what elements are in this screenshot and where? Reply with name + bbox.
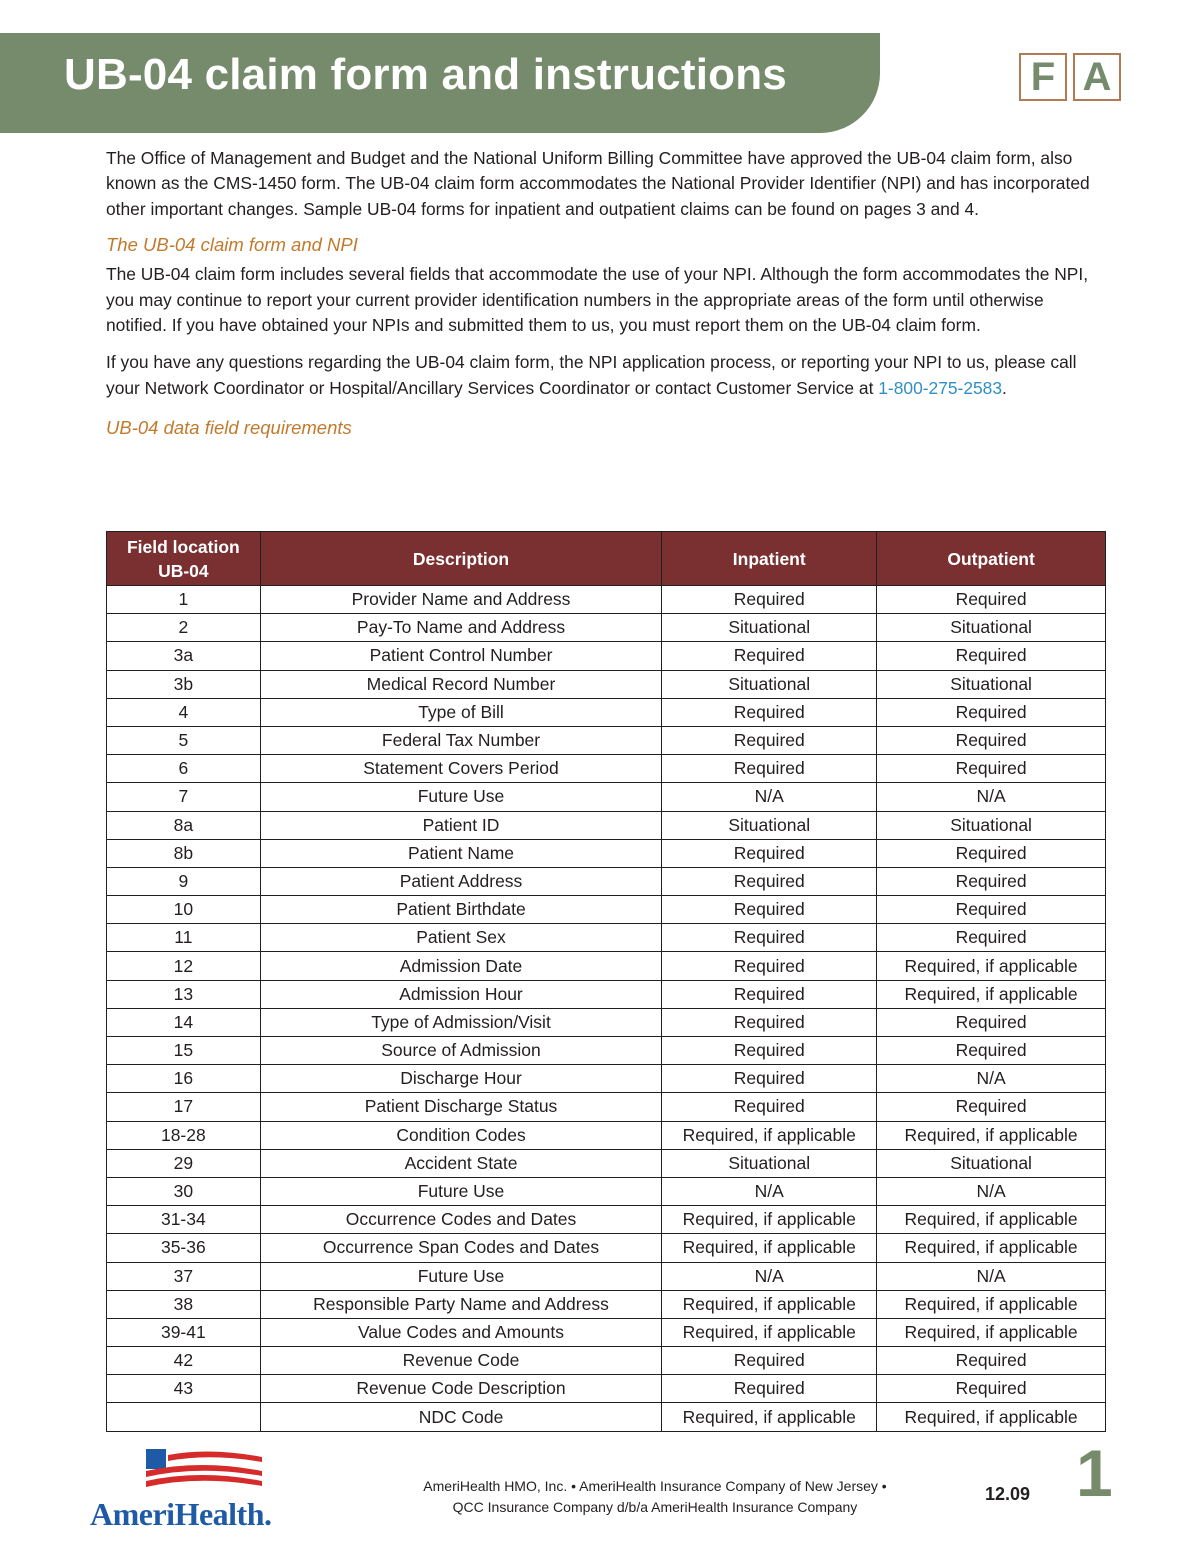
customer-service-phone-link[interactable]: 1-800-275-2583	[878, 377, 1003, 398]
requirements-table	[106, 531, 1106, 1432]
cell-description: Type of Bill	[260, 698, 662, 726]
table-row	[107, 924, 1106, 952]
cell-description: Pay-To Name and Address	[260, 614, 662, 642]
cell-field-location: 3b	[107, 670, 261, 698]
footer-companies-line-1: AmeriHealth HMO, Inc. • AmeriHealth Insurance Company of New Jersey •	[423, 1478, 887, 1494]
cell-description: Revenue Code	[260, 1347, 662, 1375]
table-row	[107, 1093, 1106, 1121]
requirements-table-body	[107, 586, 1106, 1432]
cell-description: Patient Control Number	[260, 642, 662, 670]
cell-inpatient: Required	[662, 698, 877, 726]
table-row	[107, 614, 1106, 642]
cell-field-location: 42	[107, 1347, 261, 1375]
cell-outpatient: Required	[877, 698, 1106, 726]
npi-paragraph-2	[106, 350, 1106, 401]
table-row	[107, 755, 1106, 783]
cell-inpatient: Required	[662, 586, 877, 614]
cell-field-location: 4	[107, 698, 261, 726]
cell-description: Future Use	[260, 1177, 662, 1205]
table-row	[107, 783, 1106, 811]
cell-inpatient: N/A	[662, 1262, 877, 1290]
cell-field-location: 11	[107, 924, 261, 952]
footer-date: 12.09	[985, 1484, 1031, 1504]
table-row	[107, 1290, 1106, 1318]
cell-description: NDC Code	[260, 1403, 662, 1431]
cell-outpatient: Required	[877, 586, 1106, 614]
cell-inpatient: Required	[662, 755, 877, 783]
cell-inpatient: N/A	[662, 783, 877, 811]
cell-description: Federal Tax Number	[260, 726, 662, 754]
cell-inpatient: Required	[662, 1037, 877, 1065]
cell-outpatient: Required, if applicable	[877, 1290, 1106, 1318]
table-row	[107, 952, 1106, 980]
cell-description: Occurrence Codes and Dates	[260, 1206, 662, 1234]
cell-outpatient: Situational	[877, 1149, 1106, 1177]
cell-field-location: 1	[107, 586, 261, 614]
table-row	[107, 1375, 1106, 1403]
cell-description: Admission Date	[260, 952, 662, 980]
cell-outpatient: Required	[877, 726, 1106, 754]
cell-outpatient: N/A	[877, 1065, 1106, 1093]
intro-paragraph: The Office of Management and Budget and the National Uniform Billing Committee have approved the UB-04 claim form, also known as the CMS-1450 form. The UB-04 claim form accommodates the National Provider Identifier (NPI) and has incorporated other important changes. Sample UB-04 forms for inpatient and outpatient claims can be found on pages 3 and 4.	[106, 148, 1090, 219]
cell-outpatient: Required	[877, 1008, 1106, 1036]
npi-paragraph-2-text: If you have any questions regarding the UB-04 claim form, the NPI application process, or reporting your NPI to us, please call your Network Coordinator or Hospital/Ancillary Services Coordinator or contact Customer Service at	[106, 352, 1077, 398]
cell-inpatient: Required, if applicable	[662, 1318, 877, 1346]
cell-field-location: 10	[107, 896, 261, 924]
cell-description: Patient Discharge Status	[260, 1093, 662, 1121]
column-header-field-location: Field location UB-04	[107, 532, 261, 586]
npi-paragraph-2-end: .	[1002, 377, 1007, 398]
cell-outpatient: Required, if applicable	[877, 1318, 1106, 1346]
cell-description: Patient Sex	[260, 924, 662, 952]
cell-field-location: 17	[107, 1093, 261, 1121]
cell-inpatient: Required, if applicable	[662, 1234, 877, 1262]
cell-field-location: 16	[107, 1065, 261, 1093]
table-row	[107, 670, 1106, 698]
cell-outpatient: N/A	[877, 1177, 1106, 1205]
cell-field-location: 5	[107, 726, 261, 754]
table-row	[107, 1065, 1106, 1093]
cell-description: Future Use	[260, 1262, 662, 1290]
cell-outpatient: Required	[877, 896, 1106, 924]
cell-field-location: 30	[107, 1177, 261, 1205]
cell-inpatient: Required	[662, 980, 877, 1008]
cell-description: Revenue Code Description	[260, 1375, 662, 1403]
cell-inpatient: Required, if applicable	[662, 1403, 877, 1431]
table-row	[107, 811, 1106, 839]
npi-section-heading: The UB-04 claim form and NPI	[106, 234, 358, 256]
cell-description: Occurrence Span Codes and Dates	[260, 1234, 662, 1262]
cell-outpatient: Required	[877, 1347, 1106, 1375]
table-row	[107, 1206, 1106, 1234]
cell-outpatient: Situational	[877, 811, 1106, 839]
cell-field-location: 12	[107, 952, 261, 980]
cell-field-location: 2	[107, 614, 261, 642]
main-content	[106, 146, 1106, 445]
cell-inpatient: Required	[662, 1347, 877, 1375]
fa-badge	[1019, 53, 1121, 101]
cell-outpatient: Required	[877, 642, 1106, 670]
cell-inpatient: Situational	[662, 1149, 877, 1177]
cell-outpatient: N/A	[877, 783, 1106, 811]
cell-description: Discharge Hour	[260, 1065, 662, 1093]
cell-description: Source of Admission	[260, 1037, 662, 1065]
cell-field-location: 35-36	[107, 1234, 261, 1262]
cell-field-location: 3a	[107, 642, 261, 670]
cell-inpatient: Situational	[662, 614, 877, 642]
cell-outpatient: N/A	[877, 1262, 1106, 1290]
cell-field-location: 39-41	[107, 1318, 261, 1346]
cell-field-location: 43	[107, 1375, 261, 1403]
cell-description: Medical Record Number	[260, 670, 662, 698]
cell-inpatient: Required	[662, 839, 877, 867]
cell-outpatient: Required	[877, 755, 1106, 783]
table-row	[107, 1177, 1106, 1205]
cell-description: Value Codes and Amounts	[260, 1318, 662, 1346]
cell-outpatient: Required, if applicable	[877, 1403, 1106, 1431]
cell-inpatient: Situational	[662, 811, 877, 839]
requirements-heading: UB-04 data field requirements	[106, 417, 352, 439]
table-row	[107, 726, 1106, 754]
table-row	[107, 896, 1106, 924]
cell-description: Accident State	[260, 1149, 662, 1177]
table-row	[107, 1318, 1106, 1346]
table-row	[107, 1008, 1106, 1036]
cell-field-location: 31-34	[107, 1206, 261, 1234]
table-row	[107, 698, 1106, 726]
cell-description: Provider Name and Address	[260, 586, 662, 614]
cell-description: Future Use	[260, 783, 662, 811]
cell-field-location: 18-28	[107, 1121, 261, 1149]
cell-inpatient: Required	[662, 642, 877, 670]
cell-inpatient: Required, if applicable	[662, 1121, 877, 1149]
cell-field-location: 15	[107, 1037, 261, 1065]
npi-paragraph-1: The UB-04 claim form includes several fields that accommodate the use of your NPI. Although the form accommodates the NPI, you may continue to report your current provider identification numbers in the appropriate areas of the form until otherwise notified. If you have obtained your NPIs and submitted them to us, you must report them on the UB-04 claim form.	[106, 264, 1089, 336]
table-row	[107, 867, 1106, 895]
column-header-description: Description	[260, 532, 662, 586]
cell-description: Responsible Party Name and Address	[260, 1290, 662, 1318]
cell-outpatient: Required	[877, 867, 1106, 895]
cell-description: Patient Birthdate	[260, 896, 662, 924]
cell-outpatient: Required, if applicable	[877, 1206, 1106, 1234]
cell-outpatient: Required, if applicable	[877, 1234, 1106, 1262]
cell-field-location: 38	[107, 1290, 261, 1318]
cell-description: Statement Covers Period	[260, 755, 662, 783]
cell-inpatient: Required	[662, 1065, 877, 1093]
cell-inpatient: Required	[662, 896, 877, 924]
cell-description: Type of Admission/Visit	[260, 1008, 662, 1036]
cell-field-location: 37	[107, 1262, 261, 1290]
cell-outpatient: Required, if applicable	[877, 980, 1106, 1008]
cell-field-location: 29	[107, 1149, 261, 1177]
cell-inpatient: Situational	[662, 670, 877, 698]
cell-field-location: 8b	[107, 839, 261, 867]
cell-outpatient: Required, if applicable	[877, 1121, 1106, 1149]
cell-field-location: 8a	[107, 811, 261, 839]
cell-inpatient: N/A	[662, 1177, 877, 1205]
table-row	[107, 586, 1106, 614]
cell-inpatient: Required	[662, 867, 877, 895]
table-row	[107, 1262, 1106, 1290]
column-header-outpatient: Outpatient	[877, 532, 1106, 586]
page-title: UB-04 claim form and instructions	[64, 50, 787, 99]
cell-inpatient: Required	[662, 1008, 877, 1036]
cell-outpatient: Required	[877, 1375, 1106, 1403]
cell-outpatient: Required	[877, 839, 1106, 867]
cell-field-location: 7	[107, 783, 261, 811]
table-row	[107, 1149, 1106, 1177]
cell-outpatient: Required	[877, 1037, 1106, 1065]
page-number: 1	[1076, 1436, 1113, 1510]
table-row	[107, 1347, 1106, 1375]
cell-inpatient: Required	[662, 726, 877, 754]
fa-badge-letter-f: F	[1019, 53, 1067, 101]
cell-inpatient: Required	[662, 952, 877, 980]
cell-outpatient: Situational	[877, 614, 1106, 642]
cell-inpatient: Required	[662, 924, 877, 952]
table-row	[107, 1234, 1106, 1262]
fa-badge-letter-a: A	[1073, 53, 1121, 101]
cell-inpatient: Required, if applicable	[662, 1206, 877, 1234]
cell-outpatient: Required	[877, 924, 1106, 952]
footer-companies	[395, 1476, 915, 1518]
cell-field-location: 6	[107, 755, 261, 783]
table-row	[107, 1121, 1106, 1149]
cell-outpatient: Required	[877, 1093, 1106, 1121]
cell-outpatient: Required, if applicable	[877, 952, 1106, 980]
cell-description: Condition Codes	[260, 1121, 662, 1149]
cell-field-location: 13	[107, 980, 261, 1008]
table-row	[107, 642, 1106, 670]
cell-inpatient: Required	[662, 1093, 877, 1121]
cell-description: Patient Name	[260, 839, 662, 867]
table-row	[107, 980, 1106, 1008]
cell-inpatient: Required	[662, 1375, 877, 1403]
amerihealth-brand-name: AmeriHealth.	[90, 1496, 272, 1532]
table-row	[107, 839, 1106, 867]
cell-inpatient: Required, if applicable	[662, 1290, 877, 1318]
table-row	[107, 1403, 1106, 1431]
cell-description: Patient ID	[260, 811, 662, 839]
cell-outpatient: Situational	[877, 670, 1106, 698]
column-header-inpatient: Inpatient	[662, 532, 877, 586]
cell-field-location	[107, 1403, 261, 1431]
cell-description: Patient Address	[260, 867, 662, 895]
cell-field-location: 9	[107, 867, 261, 895]
footer-companies-line-2: QCC Insurance Company d/b/a AmeriHealth Insurance Company	[452, 1499, 858, 1515]
cell-field-location: 14	[107, 1008, 261, 1036]
table-row	[107, 1037, 1106, 1065]
cell-description: Admission Hour	[260, 980, 662, 1008]
table-header-row	[107, 532, 1106, 586]
